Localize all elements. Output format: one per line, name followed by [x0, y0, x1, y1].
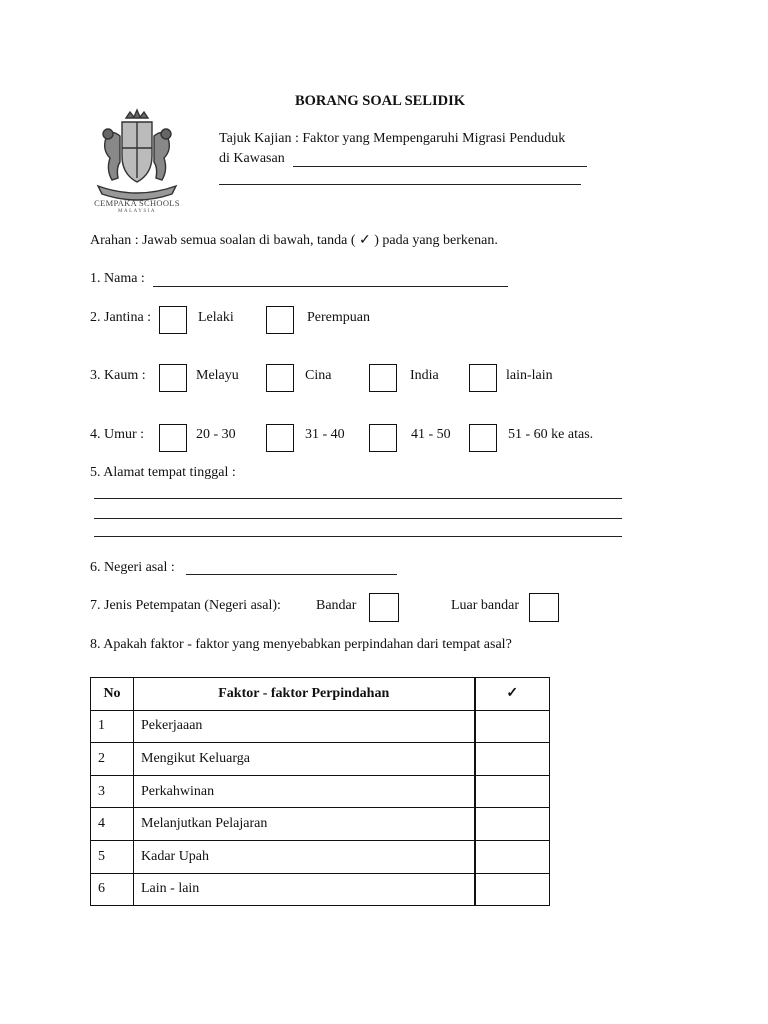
table-row — [91, 775, 550, 808]
checkbox-51-60[interactable] — [469, 424, 497, 452]
row-check-cell[interactable] — [475, 873, 550, 906]
header-check: ✓ — [475, 678, 550, 711]
row-faktor: Pekerjaaan — [134, 710, 475, 743]
row-faktor: Melanjutkan Pelajaran — [134, 808, 475, 841]
header-no: No — [91, 678, 134, 711]
address-blank-2[interactable] — [94, 518, 622, 519]
table-header-row — [91, 678, 550, 711]
checkbox-20-30[interactable] — [159, 424, 187, 452]
table-row — [91, 808, 550, 841]
row-faktor: Lain - lain — [134, 873, 475, 906]
checkbox-perempuan[interactable] — [266, 306, 294, 334]
row-no: 2 — [91, 743, 134, 776]
school-name: CEMPAKA SCHOOLS — [94, 198, 180, 208]
form-title: BORANG SOAL SELIDIK — [294, 93, 466, 109]
school-country: MALAYSIA — [118, 209, 156, 214]
row-no: 6 — [91, 873, 134, 906]
table-row — [91, 743, 550, 776]
checkbox-lelaki[interactable] — [159, 306, 187, 334]
option-india: India — [410, 368, 439, 383]
row-faktor: Perkahwinan — [134, 775, 475, 808]
address-blank-1[interactable] — [94, 498, 622, 499]
factors-table — [90, 677, 550, 906]
table-row — [91, 840, 550, 873]
option-41-50: 41 - 50 — [411, 427, 451, 442]
q4-label: 4. Umur : — [90, 427, 145, 442]
row-check-cell[interactable] — [475, 710, 550, 743]
instructions: Arahan : Jawab semua soalan di bawah, tanda ( ✓ ) pada yang berkenan. — [90, 233, 498, 248]
q8-label: 8. Apakah faktor - faktor yang menyebabkan perpindahan dari tempat asal? — [90, 637, 512, 652]
checkbox-41-50[interactable] — [369, 424, 397, 452]
q2-label: 2. Jantina : — [90, 310, 152, 325]
option-31-40: 31 - 40 — [305, 427, 345, 442]
checkbox-31-40[interactable] — [266, 424, 294, 452]
checkbox-india[interactable] — [369, 364, 397, 392]
row-faktor: Mengikut Keluarga — [134, 743, 475, 776]
row-faktor: Kadar Upah — [134, 840, 475, 873]
option-20-30: 20 - 30 — [196, 427, 236, 442]
study-title: Tajuk Kajian : Faktor yang Mempengaruhi Migrasi Penduduk — [219, 131, 566, 146]
checkbox-lain-lain[interactable] — [469, 364, 497, 392]
negeri-blank[interactable] — [186, 574, 397, 575]
location-blank-2[interactable] — [219, 184, 581, 185]
option-bandar: Bandar — [316, 598, 357, 613]
checkbox-cina[interactable] — [266, 364, 294, 392]
option-luar-bandar: Luar bandar — [451, 598, 520, 613]
location-blank[interactable] — [293, 166, 587, 167]
row-no: 3 — [91, 775, 134, 808]
row-no: 1 — [91, 710, 134, 743]
option-lain-lain: lain-lain — [506, 368, 553, 383]
name-blank[interactable] — [153, 286, 508, 287]
option-51-60: 51 - 60 ke atas. — [508, 427, 594, 442]
table-row — [91, 710, 550, 743]
checkbox-luar-bandar[interactable] — [529, 593, 559, 622]
q5-label: 5. Alamat tempat tinggal : — [90, 465, 236, 480]
q1-label: 1. Nama : — [90, 271, 145, 286]
study-location-label: di Kawasan — [219, 151, 285, 166]
row-check-cell[interactable] — [475, 743, 550, 776]
row-check-cell[interactable] — [475, 808, 550, 841]
row-check-cell[interactable] — [475, 840, 550, 873]
option-cina: Cina — [305, 368, 332, 383]
address-blank-3[interactable] — [94, 536, 622, 537]
row-no: 4 — [91, 808, 134, 841]
header-faktor: Faktor - faktor Perpindahan — [134, 678, 475, 711]
q3-label: 3. Kaum : — [90, 368, 146, 383]
row-no: 5 — [91, 840, 134, 873]
option-melayu: Melayu — [196, 368, 239, 383]
q7-label: 7. Jenis Petempatan (Negeri asal): — [90, 598, 281, 613]
option-lelaki: Lelaki — [198, 310, 234, 325]
q6-label: 6. Negeri asal : — [90, 560, 175, 575]
checkbox-bandar[interactable] — [369, 593, 399, 622]
option-perempuan: Perempuan — [307, 310, 370, 325]
table-row — [91, 873, 550, 906]
row-check-cell[interactable] — [475, 775, 550, 808]
checkbox-melayu[interactable] — [159, 364, 187, 392]
